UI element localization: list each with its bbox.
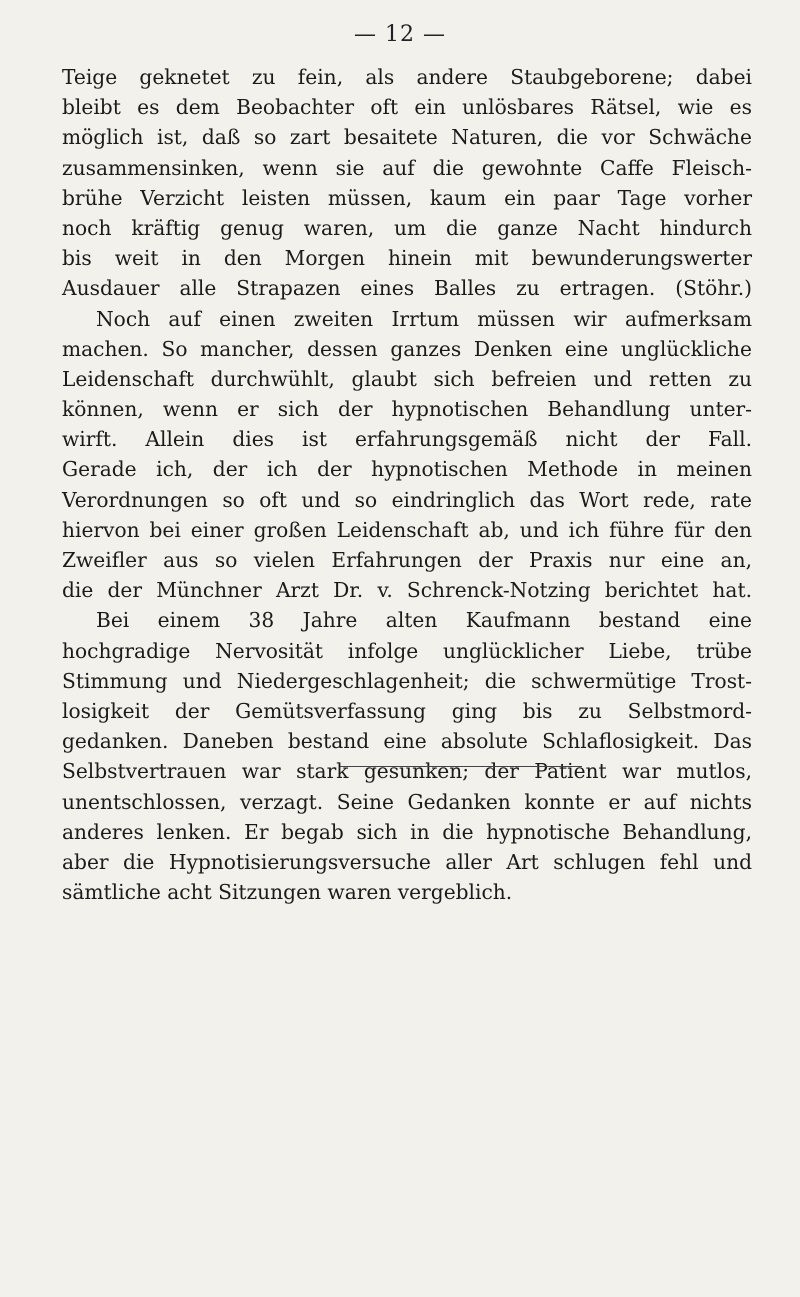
text-line: unentschlossen, verzagt. Seine Gedanken konnte er auf nichts [62,789,752,814]
text-line: sämtliche acht Sitzungen waren vergeblich. [62,880,513,905]
text-line: bleibt es dem Beobachter oft ein unlösbares Rätsel, wie es [62,95,752,120]
text-line: zusammensinken, wenn sie auf die gewohnte Caffe Fleisch- [62,155,752,180]
text-line: Gerade ich, der ich der hypnotischen Methode in meinen [62,457,752,482]
paragraph-start-line: Noch auf einen zweiten Irrtum müssen wir aufmerksam [96,306,752,331]
text-line: losigkeit der Gemütsverfassung ging bis zu Selbstmord- [62,698,752,723]
text-line: brühe Verzicht leisten müssen, kaum ein paar Tage vorher [62,185,752,210]
body-text [62,62,752,907]
text-line: gedanken. Daneben bestand eine absolute Schlaflosigkeit. Das [62,729,752,754]
section-divider [340,766,582,767]
text-line: die der Münchner Arzt Dr. v. Schrenck-Notzing berichtet hat. [62,578,752,603]
text-line: möglich ist, daß so zart besaitete Naturen, die vor Schwäche [62,125,752,150]
text-line: noch kräftig genug waren, um die ganze Nacht hindurch [62,215,752,240]
text-line: Leidenschaft durchwühlt, glaubt sich befreien und retten zu [62,366,752,391]
text-line: Stimmung und Niedergeschlagenheit; die schwermütige Trost- [62,668,752,693]
text-line: Selbstvertrauen war stark gesunken; der Patient war mutlos, [62,759,752,784]
text-line: Verordnungen so oft und so eindringlich das Wort rede, rate [62,487,752,512]
text-line: Teige geknetet zu fein, als andere Staubgeborene; dabei [62,65,752,89]
text-line: hiervon bei einer großen Leidenschaft ab, und ich führe für den [62,517,752,542]
text-line: machen. So mancher, dessen ganzes Denken eine unglückliche [62,336,752,361]
paragraph-start-line: Bei einem 38 Jahre alten Kaufmann bestand eine [96,608,752,633]
text-line: hochgradige Nervosität infolge unglücklicher Liebe, trübe [62,638,752,663]
text-line: aber die Hypnotisierungsversuche aller Art schlugen fehl und [62,849,752,874]
page-number: — 12 — [354,22,446,47]
text-line: wirft. Allein dies ist erfahrungsgemäß nicht der Fall. [62,427,752,452]
text-line: Zweifler aus so vielen Erfahrungen der Praxis nur eine an, [62,548,752,572]
text-line: Ausdauer alle Strapazen eines Balles zu ertragen. (Stöhr.) [62,276,752,301]
text-line: anderes lenken. Er begab sich in die hypnotische Behandlung, [62,819,752,844]
text-line: bis weit in den Morgen hinein mit bewunderungswerter [62,246,752,271]
text-line: können, wenn er sich der hypnotischen Behandlung unter- [62,397,752,422]
